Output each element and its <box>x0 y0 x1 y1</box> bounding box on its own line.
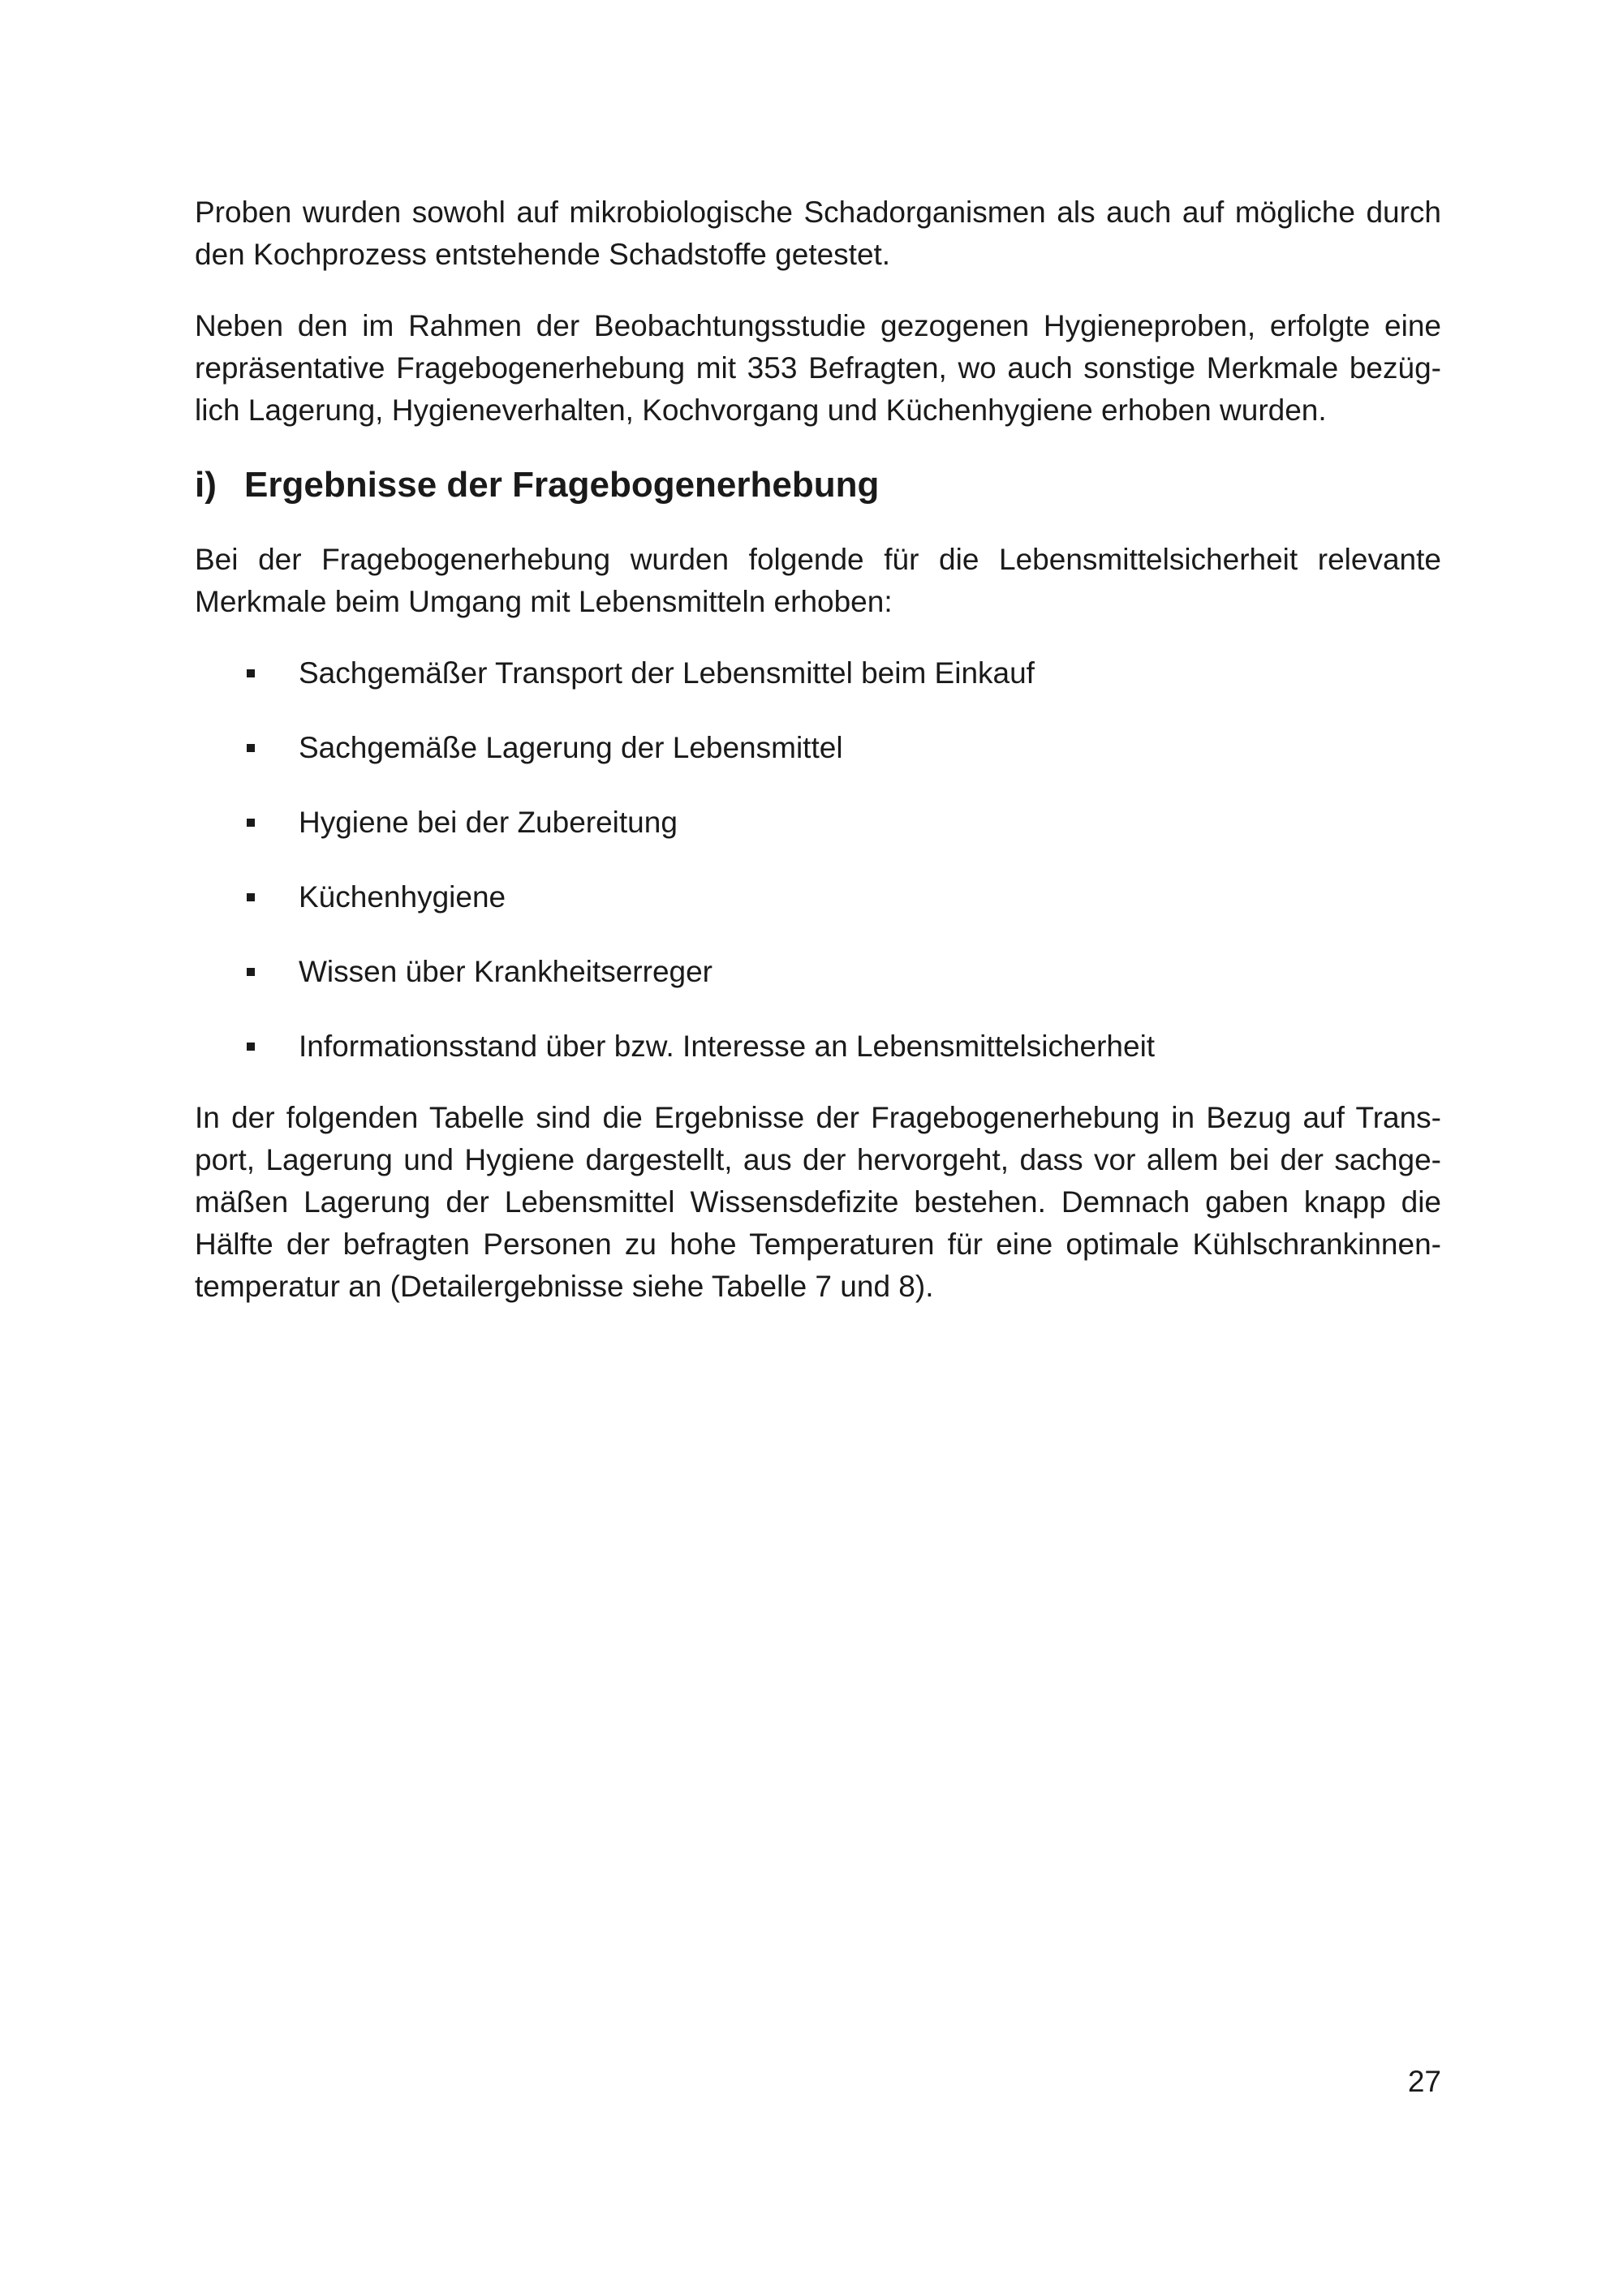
list-item-text: Sachgemäße Lagerung der Lebensmittel <box>299 731 843 764</box>
paragraph-line: port, Lagerung und Hygiene dargestellt, aus der hervorgeht, dass vor allem bei der sachge- <box>195 1143 1441 1176</box>
square-bullet-icon <box>247 968 255 976</box>
section-number: i) <box>195 465 217 505</box>
paragraph-line: den Kochprozess entstehende Schadstoffe getestet. <box>195 238 891 271</box>
list-item-text: Hygiene bei der Zubereitung <box>299 806 678 839</box>
list-item-text: Küchenhygiene <box>299 880 506 914</box>
section-heading <box>195 462 1441 508</box>
paragraph-line: Hälfte der befragten Personen zu hohe Temperaturen für eine optimale Kühlschrankinnen- <box>195 1228 1441 1261</box>
paragraph-line: Neben den im Rahmen der Beobachtungsstudie gezogenen Hygieneproben, erfolgte eine <box>195 309 1441 342</box>
list-item <box>195 727 1441 769</box>
page-number: 27 <box>1407 2065 1441 2098</box>
list-item-text: Wissen über Krankheitserreger <box>299 955 712 988</box>
list-item <box>195 652 1441 694</box>
paragraph-conclusion <box>195 1097 1441 1308</box>
paragraph-survey <box>195 305 1441 432</box>
list-item <box>195 1025 1441 1068</box>
square-bullet-icon <box>247 819 255 827</box>
document-page <box>195 191 1441 1308</box>
paragraph-intro <box>195 191 1441 276</box>
paragraph-line: mäßen Lagerung der Lebensmittel Wissensdefizite bestehen. Demnach gaben knapp die <box>195 1185 1441 1219</box>
square-bullet-icon <box>247 893 255 901</box>
paragraph-line: Merkmale beim Umgang mit Lebensmitteln erhoben: <box>195 585 893 618</box>
feature-list <box>195 652 1441 1068</box>
paragraph-line: repräsentative Fragebogenerhebung mit 353 Befragten, wo auch sonstige Merkmale bezüg- <box>195 351 1441 385</box>
square-bullet-icon <box>247 744 255 752</box>
list-item <box>195 951 1441 993</box>
paragraph-line: Proben wurden sowohl auf mikrobiologische Schadorganismen als auch auf mögliche durch <box>195 196 1441 229</box>
list-item-text: Informationsstand über bzw. Interesse an Lebensmittelsicherheit <box>299 1030 1156 1063</box>
square-bullet-icon <box>247 669 255 677</box>
list-item-text: Sachgemäßer Transport der Lebensmittel beim Einkauf <box>299 656 1035 690</box>
list-item <box>195 876 1441 918</box>
paragraph-line: lich Lagerung, Hygieneverhalten, Kochvorgang und Küchenhygiene erhoben wurden. <box>195 393 1327 427</box>
list-item <box>195 802 1441 844</box>
paragraph-line: Bei der Fragebogenerhebung wurden folgende für die Lebensmittelsicherheit relevante <box>195 543 1441 576</box>
square-bullet-icon <box>247 1043 255 1051</box>
paragraph-line: temperatur an (Detailergebnisse siehe Tabelle 7 und 8). <box>195 1270 934 1303</box>
paragraph-line: In der folgenden Tabelle sind die Ergebnisse der Fragebogenerhebung in Bezug auf Trans- <box>195 1101 1441 1134</box>
paragraph-lead <box>195 539 1441 623</box>
section-title: Ergebnisse der Fragebogenerhebung <box>244 465 880 505</box>
